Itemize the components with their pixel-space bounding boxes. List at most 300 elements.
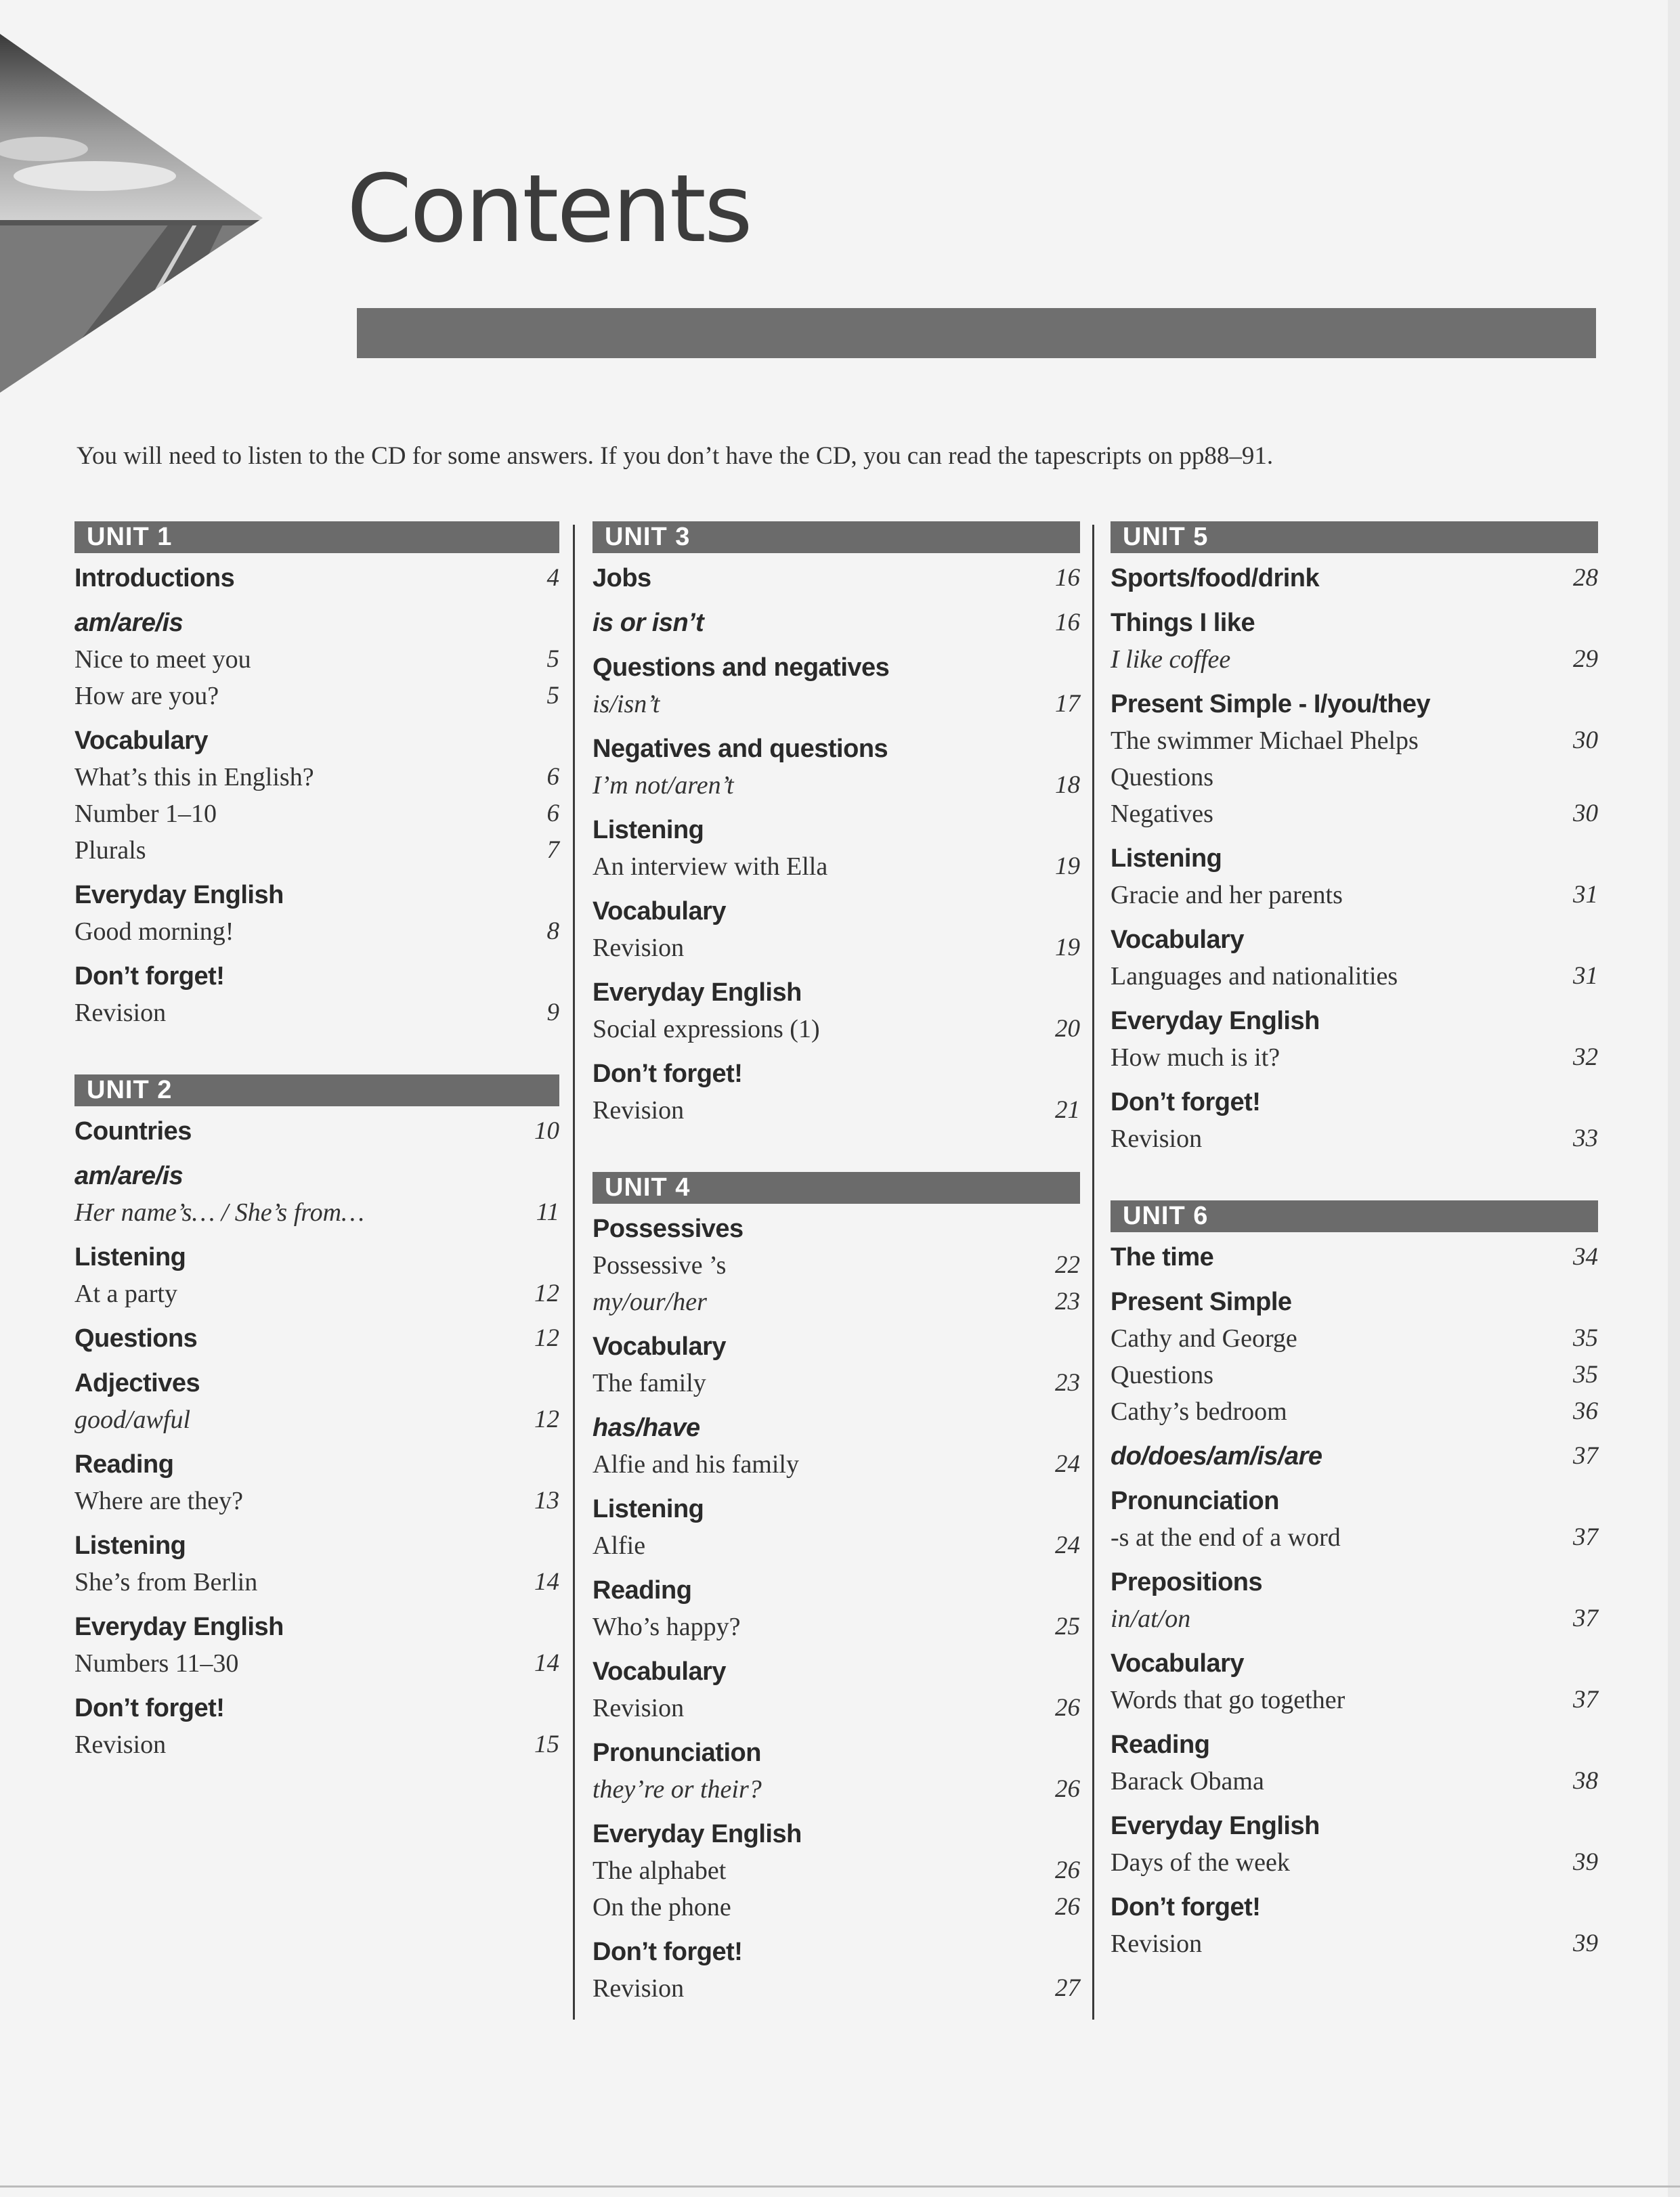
- page-number: 39: [1573, 1848, 1598, 1876]
- unit-header: UNIT 6: [1111, 1200, 1598, 1232]
- page-number: 26: [1055, 1694, 1080, 1722]
- section-heading-row[interactable]: [74, 1116, 559, 1152]
- contents-section: [1111, 1810, 1598, 1884]
- section-heading-row[interactable]: [1111, 1087, 1598, 1123]
- section-heading-row[interactable]: [593, 1575, 1080, 1611]
- contents-entry[interactable]: [593, 1368, 1080, 1404]
- section-heading: Vocabulary: [1111, 926, 1245, 954]
- section-heading: Introductions: [74, 564, 235, 592]
- page-number: 8: [546, 917, 559, 945]
- contents-entry[interactable]: [1111, 1123, 1598, 1160]
- section-heading: Possessives: [593, 1215, 744, 1243]
- section-heading-row[interactable]: [593, 652, 1080, 689]
- section-heading-row[interactable]: [74, 563, 559, 599]
- section-heading: is or isn’t: [593, 609, 704, 637]
- contents-entry[interactable]: [74, 1278, 559, 1315]
- contents-section: [593, 814, 1080, 888]
- section-heading: Don’t forget!: [74, 962, 225, 991]
- unit-header: UNIT 2: [74, 1074, 559, 1106]
- contents-section: [1111, 1729, 1598, 1802]
- contents-entry[interactable]: [74, 1729, 559, 1766]
- section-heading-row[interactable]: [593, 1819, 1080, 1855]
- page-edge: [1668, 0, 1680, 2197]
- page-number: 38: [1573, 1767, 1598, 1795]
- section-heading: Prepositions: [1111, 1568, 1263, 1596]
- section-heading: Don’t forget!: [1111, 1088, 1261, 1116]
- contents-section: [74, 1242, 559, 1315]
- contents-section: [593, 1575, 1080, 1648]
- contents-entry[interactable]: [593, 851, 1080, 888]
- section-heading-row[interactable]: [74, 1449, 559, 1485]
- section-heading: Listening: [74, 1531, 186, 1560]
- entry-title: How are you?: [74, 682, 219, 710]
- section-heading: Things I like: [1111, 609, 1255, 637]
- contents-entry[interactable]: [593, 1611, 1080, 1648]
- section-heading-row[interactable]: [1111, 1485, 1598, 1522]
- section-heading: Pronunciation: [1111, 1487, 1279, 1515]
- entry-title: The family: [593, 1369, 706, 1397]
- page-number: 37: [1573, 1605, 1598, 1632]
- section-heading: Reading: [1111, 1731, 1210, 1759]
- entry-title: Revision: [74, 999, 167, 1027]
- entry-title: At a party: [74, 1280, 177, 1308]
- contents-column-3: [1111, 521, 1598, 1965]
- section-heading-row[interactable]: [1111, 563, 1598, 599]
- contents-entry[interactable]: [1111, 1847, 1598, 1884]
- contents-section: [1111, 1286, 1598, 1433]
- contents-section: [593, 1737, 1080, 1810]
- page-number: 26: [1055, 1775, 1080, 1803]
- section-heading: Questions and negatives: [593, 653, 890, 682]
- contents-section: [1111, 1441, 1598, 1477]
- section-heading: Present Simple: [1111, 1288, 1292, 1316]
- contents-entry[interactable]: [1111, 1396, 1598, 1433]
- section-heading: Everyday English: [593, 1820, 802, 1848]
- contents-entry[interactable]: [1111, 1684, 1598, 1721]
- contents-section: [1111, 1242, 1598, 1278]
- contents-section: [593, 1331, 1080, 1404]
- entry-title: Revision: [593, 1974, 685, 2003]
- entry-title: Alfie: [593, 1531, 646, 1560]
- contents-entry[interactable]: [593, 1530, 1080, 1567]
- contents-section: [1111, 563, 1598, 599]
- contents-section: [593, 1058, 1080, 1131]
- contents-entry[interactable]: [593, 1449, 1080, 1485]
- contents-section: [74, 1116, 559, 1152]
- contents-section: [593, 733, 1080, 806]
- contents-section: [593, 896, 1080, 969]
- section-heading-row[interactable]: [1111, 1648, 1598, 1684]
- contents-entry[interactable]: [1111, 1359, 1598, 1396]
- section-heading-row[interactable]: [593, 1412, 1080, 1449]
- section-heading-row[interactable]: [74, 1242, 559, 1278]
- entry-title: Alfie and his family: [593, 1450, 799, 1479]
- page-number: 19: [1055, 852, 1080, 880]
- section-heading-row[interactable]: [1111, 843, 1598, 879]
- contents-entry[interactable]: [74, 644, 559, 680]
- page-number: 12: [534, 1406, 559, 1433]
- contents-entry[interactable]: [1111, 1603, 1598, 1640]
- contents-section: [593, 1656, 1080, 1729]
- section-heading: Pronunciation: [593, 1739, 761, 1767]
- contents-section: [593, 1494, 1080, 1567]
- section-heading-row[interactable]: [1111, 1892, 1598, 1928]
- contents-section: [74, 961, 559, 1034]
- entry-title: Who’s happy?: [593, 1613, 741, 1641]
- contents-entry[interactable]: [593, 1095, 1080, 1131]
- entry-title: I like coffee: [1111, 645, 1231, 674]
- section-heading-row[interactable]: [74, 1530, 559, 1567]
- entry-title: Revision: [74, 1731, 167, 1759]
- contents-entry[interactable]: [74, 1197, 559, 1234]
- page-number: 6: [546, 800, 559, 827]
- contents-entry[interactable]: [593, 770, 1080, 806]
- contents-section: [593, 652, 1080, 725]
- contents-entry[interactable]: [74, 1404, 559, 1441]
- section-heading: Listening: [1111, 844, 1222, 873]
- contents-section: [74, 725, 559, 871]
- page-number: 27: [1055, 1974, 1080, 2002]
- contents-section: [74, 1530, 559, 1603]
- entry-title: What’s this in English?: [74, 763, 314, 791]
- contents-entry[interactable]: [593, 1250, 1080, 1286]
- section-heading-row[interactable]: [593, 1213, 1080, 1250]
- contents-section: [593, 1936, 1080, 2009]
- section-heading-row[interactable]: [1111, 924, 1598, 961]
- contents-section: [1111, 843, 1598, 916]
- section-heading-row[interactable]: [74, 1368, 559, 1404]
- page-number: 26: [1055, 1856, 1080, 1884]
- unit-header: UNIT 1: [74, 521, 559, 553]
- entry-title: Her name’s… / She’s from…: [74, 1198, 364, 1227]
- entry-title: Where are they?: [74, 1487, 243, 1515]
- entry-title: Cathy and George: [1111, 1324, 1297, 1353]
- entry-title: Negatives: [1111, 800, 1213, 828]
- entry-title: -s at the end of a word: [1111, 1523, 1341, 1552]
- contents-entry[interactable]: [1111, 762, 1598, 798]
- entry-title: my/our/her: [593, 1288, 707, 1316]
- entry-title: is/isn’t: [593, 690, 660, 718]
- contents-section: [593, 977, 1080, 1050]
- unit-header: UNIT 4: [593, 1172, 1080, 1204]
- page-number: 23: [1055, 1369, 1080, 1397]
- contents-entry[interactable]: [593, 1774, 1080, 1810]
- page-number: 4: [546, 564, 559, 592]
- contents-section: [593, 1819, 1080, 1928]
- contents-column-2: [593, 521, 1080, 2009]
- contents-section: [74, 1611, 559, 1684]
- page-number: 23: [1055, 1288, 1080, 1315]
- section-heading-row[interactable]: [1111, 1441, 1598, 1477]
- page-number: 7: [546, 836, 559, 864]
- section-heading-row[interactable]: [1111, 1567, 1598, 1603]
- contents-section: [1111, 1005, 1598, 1079]
- page-number: 39: [1573, 1930, 1598, 1957]
- section-heading: Don’t forget!: [593, 1060, 743, 1088]
- contents-entry[interactable]: [74, 916, 559, 953]
- contents-entry[interactable]: [593, 1014, 1080, 1050]
- page-number: 33: [1573, 1125, 1598, 1152]
- entry-title: The alphabet: [593, 1856, 727, 1885]
- section-heading-row[interactable]: [74, 961, 559, 997]
- section-heading: am/are/is: [74, 1162, 184, 1190]
- page-number: 28: [1573, 564, 1598, 592]
- page-number: 11: [536, 1198, 559, 1226]
- contents-entry[interactable]: [74, 997, 559, 1034]
- page-number: 10: [534, 1117, 559, 1145]
- bottom-rule: [0, 2185, 1680, 2188]
- page-number: 31: [1573, 881, 1598, 909]
- page-number: 37: [1573, 1523, 1598, 1551]
- section-heading-row[interactable]: [1111, 1810, 1598, 1847]
- contents-section: [1111, 924, 1598, 997]
- entry-title: Revision: [593, 934, 685, 962]
- section-heading-row[interactable]: [593, 1331, 1080, 1368]
- entry-title: Numbers 11–30: [74, 1649, 239, 1678]
- section-heading-row[interactable]: [74, 1693, 559, 1729]
- page-number: 6: [546, 763, 559, 791]
- section-heading-row[interactable]: [74, 1611, 559, 1648]
- contents-entry[interactable]: [593, 1286, 1080, 1323]
- section-heading: Vocabulary: [593, 897, 727, 926]
- page-number: 32: [1573, 1043, 1598, 1071]
- page-number: 9: [546, 999, 559, 1026]
- page-title: Contents: [347, 154, 751, 263]
- page-number: 14: [534, 1568, 559, 1596]
- contents-entry[interactable]: [1111, 798, 1598, 835]
- contents-entry[interactable]: [593, 689, 1080, 725]
- contents-entry[interactable]: [1111, 644, 1598, 680]
- section-heading: Listening: [593, 1495, 704, 1523]
- section-heading-row[interactable]: [593, 1737, 1080, 1774]
- entry-title: She’s from Berlin: [74, 1568, 258, 1596]
- contents-entry[interactable]: [74, 1648, 559, 1684]
- entry-title: Words that go together: [1111, 1686, 1345, 1714]
- page-number: 14: [534, 1649, 559, 1677]
- page-number: 30: [1573, 800, 1598, 827]
- section-heading-row[interactable]: [74, 879, 559, 916]
- contents-entry[interactable]: [1111, 725, 1598, 762]
- contents-entry[interactable]: [593, 1892, 1080, 1928]
- entry-title: Nice to meet you: [74, 645, 251, 674]
- section-heading-row[interactable]: [1111, 607, 1598, 644]
- entry-title: Revision: [1111, 1125, 1203, 1153]
- page-number: 18: [1055, 771, 1080, 799]
- contents-section: [74, 1449, 559, 1522]
- contents-section: [593, 1412, 1080, 1485]
- section-heading-row[interactable]: [593, 1058, 1080, 1095]
- section-heading-row[interactable]: [74, 1323, 559, 1359]
- entry-title: Possessive ’s: [593, 1251, 727, 1280]
- contents-entry[interactable]: [74, 798, 559, 835]
- contents-section: [74, 1323, 559, 1359]
- contents-column-1: [74, 521, 559, 1766]
- page-number: 13: [534, 1487, 559, 1515]
- contents-entry[interactable]: [1111, 879, 1598, 916]
- section-heading-row[interactable]: [593, 1656, 1080, 1693]
- entry-title: they’re or their?: [593, 1775, 762, 1804]
- page-number: 12: [534, 1324, 559, 1352]
- section-heading-row[interactable]: [74, 1160, 559, 1197]
- contents-entry[interactable]: [1111, 1928, 1598, 1965]
- road-photo-corner: [0, 34, 264, 393]
- entry-title: Revision: [593, 1694, 685, 1722]
- column-divider: [1092, 525, 1094, 2020]
- entry-title: Gracie and her parents: [1111, 881, 1343, 909]
- section-heading-row[interactable]: [74, 607, 559, 644]
- page-number: 31: [1573, 962, 1598, 990]
- section-heading: Negatives and questions: [593, 735, 888, 763]
- contents-entry[interactable]: [1111, 1042, 1598, 1079]
- page-number: 30: [1573, 726, 1598, 754]
- section-heading: Jobs: [593, 564, 651, 592]
- page-number: 24: [1055, 1450, 1080, 1478]
- section-heading: am/are/is: [74, 609, 184, 637]
- page-number: 21: [1055, 1096, 1080, 1124]
- contents-entry[interactable]: [74, 762, 559, 798]
- section-heading: Don’t forget!: [593, 1938, 743, 1966]
- entry-title: Questions: [1111, 763, 1213, 791]
- section-heading-row[interactable]: [593, 896, 1080, 932]
- section-heading: Vocabulary: [593, 1657, 727, 1686]
- contents-section: [593, 1213, 1080, 1323]
- section-heading-row[interactable]: [1111, 689, 1598, 725]
- unit-header: UNIT 3: [593, 521, 1080, 553]
- contents-section: [74, 879, 559, 953]
- contents-entry[interactable]: [74, 1567, 559, 1603]
- contents-entry[interactable]: [1111, 961, 1598, 997]
- section-heading-row[interactable]: [1111, 1005, 1598, 1042]
- section-heading: Don’t forget!: [1111, 1893, 1261, 1921]
- section-heading: Everyday English: [74, 1613, 284, 1641]
- contents-section: [1111, 689, 1598, 835]
- contents-entry[interactable]: [1111, 1323, 1598, 1359]
- section-heading-row[interactable]: [74, 725, 559, 762]
- contents-section: [1111, 1485, 1598, 1559]
- page-number: 35: [1573, 1324, 1598, 1352]
- contents-section: [74, 1693, 559, 1766]
- contents-entry[interactable]: [1111, 1522, 1598, 1559]
- section-heading-row[interactable]: [593, 1494, 1080, 1530]
- section-heading: Reading: [74, 1450, 174, 1479]
- page-number: 36: [1573, 1397, 1598, 1425]
- unit-header: UNIT 5: [1111, 521, 1598, 553]
- page-number: 37: [1573, 1442, 1598, 1470]
- section-heading-row[interactable]: [593, 563, 1080, 599]
- entry-title: Social expressions (1): [593, 1015, 820, 1043]
- contents-entry[interactable]: [74, 680, 559, 717]
- contents-entry[interactable]: [74, 835, 559, 871]
- section-heading: Sports/food/drink: [1111, 564, 1320, 592]
- section-heading: Everyday English: [1111, 1007, 1320, 1035]
- section-heading: Reading: [593, 1576, 692, 1605]
- entry-title: Revision: [1111, 1930, 1203, 1958]
- section-heading: Listening: [74, 1243, 186, 1271]
- entry-title: How much is it?: [1111, 1043, 1280, 1072]
- entry-title: good/awful: [74, 1406, 191, 1434]
- page-number: 16: [1055, 609, 1080, 636]
- title-bar: [357, 308, 1596, 358]
- section-heading-row[interactable]: [1111, 1242, 1598, 1278]
- section-heading: The time: [1111, 1243, 1214, 1271]
- page-number: 16: [1055, 564, 1080, 592]
- page-number: 22: [1055, 1251, 1080, 1279]
- entry-title: The swimmer Michael Phelps: [1111, 726, 1419, 755]
- section-heading: has/have: [593, 1414, 700, 1442]
- section-heading: Vocabulary: [1111, 1649, 1245, 1678]
- page-number: 25: [1055, 1613, 1080, 1640]
- contents-entry[interactable]: [593, 1855, 1080, 1892]
- entry-title: Plurals: [74, 836, 146, 865]
- section-heading-row[interactable]: [1111, 1286, 1598, 1323]
- contents-section: [74, 563, 559, 599]
- contents-entry[interactable]: [593, 932, 1080, 969]
- page-number: 12: [534, 1280, 559, 1307]
- section-heading: Vocabulary: [593, 1332, 727, 1361]
- section-heading: Vocabulary: [74, 726, 209, 755]
- contents-section: [593, 563, 1080, 599]
- entry-title: in/at/on: [1111, 1605, 1191, 1633]
- entry-title: Revision: [593, 1096, 685, 1125]
- page-number: 5: [546, 645, 559, 673]
- section-heading: Questions: [74, 1324, 198, 1353]
- entry-title: Cathy’s bedroom: [1111, 1397, 1287, 1426]
- entry-title: An interview with Ella: [593, 852, 828, 881]
- contents-section: [1111, 1648, 1598, 1721]
- intro-note: You will need to listen to the CD for some answers. If you don’t have the CD, you can read the tapescripts on pp88–91.: [77, 442, 1274, 470]
- section-heading: Adjectives: [74, 1369, 200, 1397]
- section-heading-row[interactable]: [593, 814, 1080, 851]
- page-number: 37: [1573, 1686, 1598, 1714]
- section-heading: Everyday English: [593, 978, 802, 1007]
- entry-title: Barack Obama: [1111, 1767, 1264, 1796]
- contents-section: [74, 1368, 559, 1441]
- section-heading-row[interactable]: [593, 607, 1080, 644]
- contents-entry[interactable]: [593, 1973, 1080, 2009]
- page-number: 24: [1055, 1531, 1080, 1559]
- page-number: 34: [1573, 1243, 1598, 1271]
- section-heading: do/does/am/is/are: [1111, 1442, 1322, 1471]
- contents-entry[interactable]: [1111, 1766, 1598, 1802]
- page-number: 20: [1055, 1015, 1080, 1043]
- page-number: 19: [1055, 934, 1080, 961]
- section-heading-row[interactable]: [593, 733, 1080, 770]
- contents-section: [1111, 1567, 1598, 1640]
- contents-section: [593, 607, 1080, 644]
- contents-entry[interactable]: [593, 1693, 1080, 1729]
- entry-title: I’m not/aren’t: [593, 771, 734, 800]
- section-heading-row[interactable]: [593, 1936, 1080, 1973]
- section-heading: Everyday English: [1111, 1812, 1320, 1840]
- contents-section: [1111, 1087, 1598, 1160]
- page-number: 35: [1573, 1361, 1598, 1389]
- section-heading: Don’t forget!: [74, 1694, 225, 1722]
- page-number: 29: [1573, 645, 1598, 673]
- contents-section: [1111, 1892, 1598, 1965]
- contents-entry[interactable]: [74, 1485, 559, 1522]
- section-heading: Listening: [593, 816, 704, 844]
- entry-title: Languages and nationalities: [1111, 962, 1398, 991]
- contents-section: [1111, 607, 1598, 680]
- section-heading: Everyday English: [74, 881, 284, 909]
- entry-title: Number 1–10: [74, 800, 217, 828]
- section-heading-row[interactable]: [1111, 1729, 1598, 1766]
- section-heading-row[interactable]: [593, 977, 1080, 1014]
- column-divider: [573, 525, 575, 2020]
- entry-title: Good morning!: [74, 917, 234, 946]
- page-number: 17: [1055, 690, 1080, 718]
- page-number: 15: [534, 1731, 559, 1758]
